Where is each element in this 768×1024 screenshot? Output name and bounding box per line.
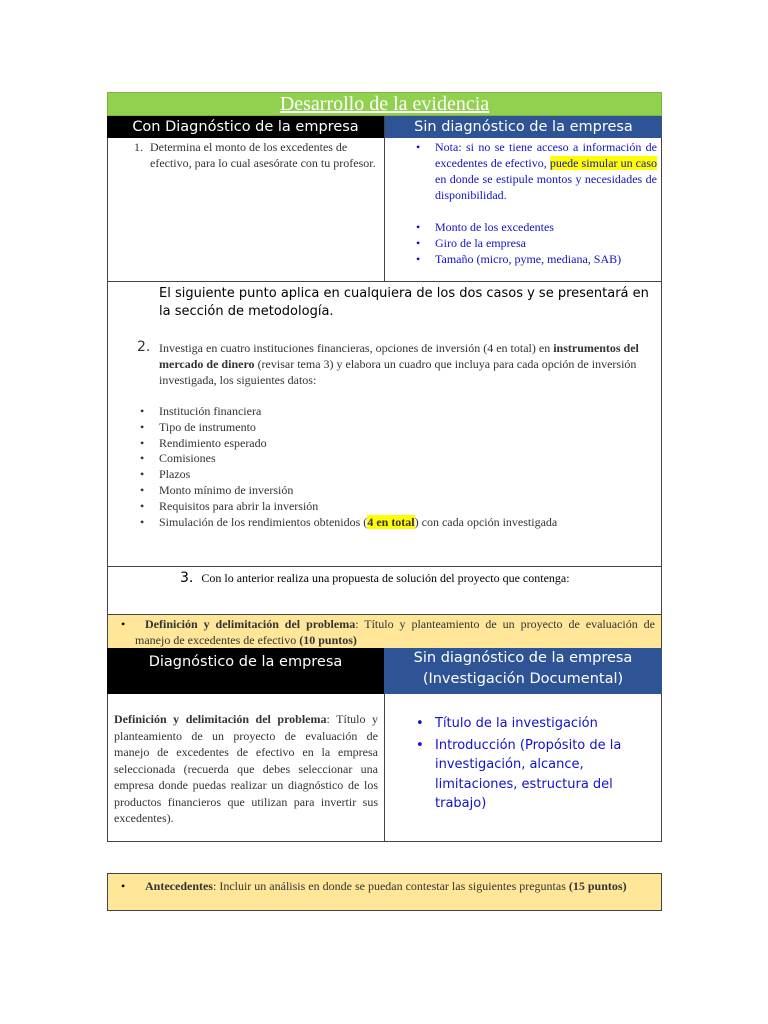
list-item: • Giro de la empresa (411, 235, 657, 251)
bullet-icon: • (121, 879, 126, 893)
note-block (411, 139, 657, 203)
sim-text: Simulación de los rendimientos obtenidos ( (159, 514, 368, 529)
antecedentes-text: : Incluir un análisis en donde se puedan contestar las siguientes preguntas (212, 879, 566, 893)
list-item: • Tipo de instrumento (135, 420, 655, 436)
list-item: • Plazos (135, 467, 655, 483)
list-item (135, 515, 655, 531)
task-1-text: Determina el monto de los excedentes de efectivo, para lo cual asesórate con tu profesor. (150, 140, 376, 170)
task-2-text-end: (revisar tema 3) y elabora un cuadro que incluya para cada opción de inversión investigada, los siguientes datos: (159, 357, 637, 387)
definition-points: (10 puntos) (299, 633, 357, 647)
definition-banner (107, 615, 662, 648)
sim-highlight: 4 en total (367, 514, 415, 529)
note-text-end: en donde se estipule montos y necesidades de disponibilidad. (435, 172, 657, 202)
column-divider (384, 138, 385, 282)
title-bar (107, 92, 662, 116)
definition-cell (114, 711, 378, 827)
column-divider-2 (384, 694, 385, 842)
task-2 (137, 340, 652, 388)
note-text: Nota: si no se tiene acceso a información de excedentes de efectivo, (435, 140, 657, 170)
list-item: • Requisitos para abrir la inversión (135, 499, 655, 515)
antecedentes-bold: Antecedentes (145, 879, 213, 893)
definition-cell-text: : Título y planteamiento de un proyecto de evaluación de manejo de excedentes de efectivo en la empresa seleccionada (recuerda que debes seleccionar una empresa donde puedas realizar un diagnóstico de los productos financieros que utilizan para invertir sus excedentes). (114, 712, 378, 825)
list-item: • Tamaño (micro, pyme, mediana, SAB) (411, 251, 657, 267)
task-2-text: Investiga en cuatro instituciones financieras, opciones de inversión (4 en total) en (159, 341, 551, 355)
page-title: Desarrollo de la evidencia (279, 93, 490, 115)
documental-list (411, 714, 657, 814)
list-item: • Rendimiento esperado (135, 436, 655, 452)
list-item: • Comisiones (135, 451, 655, 467)
header-con-diagnostico-label: Con Diagnóstico de la empresa (132, 119, 359, 135)
task-2-bold: instrumentos del mercado de dinero (159, 341, 639, 371)
antecedentes-points: (15 puntos) (568, 879, 627, 893)
data-list (135, 404, 655, 530)
note-highlight: puede simular un caso (549, 156, 658, 170)
header-diagnostico-label: Diagnóstico de la empresa (148, 654, 343, 670)
task-3-text: Con lo anterior realiza una propuesta de solución del proyecto que contenga: (201, 571, 570, 585)
list-item: • Monto de los excedentes (411, 219, 657, 235)
bullet-icon: • (121, 617, 126, 631)
header-sin-diagnostico (384, 116, 662, 138)
company-bullets (411, 219, 657, 267)
note-item (411, 139, 657, 203)
header-sin-diagnostico-2 (384, 648, 662, 694)
definition-text: : Título y planteamiento de un proyecto de evaluación de manejo de excedentes de efectivo (135, 617, 655, 647)
definition-cell-bold: Definición y delimitación del problema (114, 712, 327, 726)
header-diagnostico (107, 648, 384, 694)
list-item: • Institución financiera (135, 404, 655, 420)
task-3 (180, 570, 650, 586)
task-3-number: 3. (180, 570, 194, 586)
header-sin-diagnostico-label: Sin diagnóstico de la empresa (414, 119, 633, 135)
task-1-number: 1. (134, 140, 143, 154)
task-2-number: 2. (137, 339, 151, 355)
definition-bold: Definición y delimitación del problema (145, 617, 356, 631)
sim-text-end: ) con cada opción investigada (414, 514, 558, 529)
list-item: • Monto mínimo de inversión (135, 483, 655, 499)
task-1 (134, 139, 378, 171)
header-con-diagnostico (107, 116, 384, 138)
list-item: • Introducción (Propósito de la investigación, alcance, limitaciones, estructura del trabajo) (411, 736, 657, 814)
header-sin-diagnostico-2-line2: (Investigación Documental) (422, 671, 624, 687)
section-2-intro: El siguiente punto aplica en cualquiera de los dos casos y se presentará en la sección de metodología. (159, 286, 649, 319)
header-sin-diagnostico-2-line1: Sin diagnóstico de la empresa (413, 650, 633, 666)
antecedentes-banner (107, 873, 662, 911)
list-item: • Título de la investigación (411, 714, 657, 734)
